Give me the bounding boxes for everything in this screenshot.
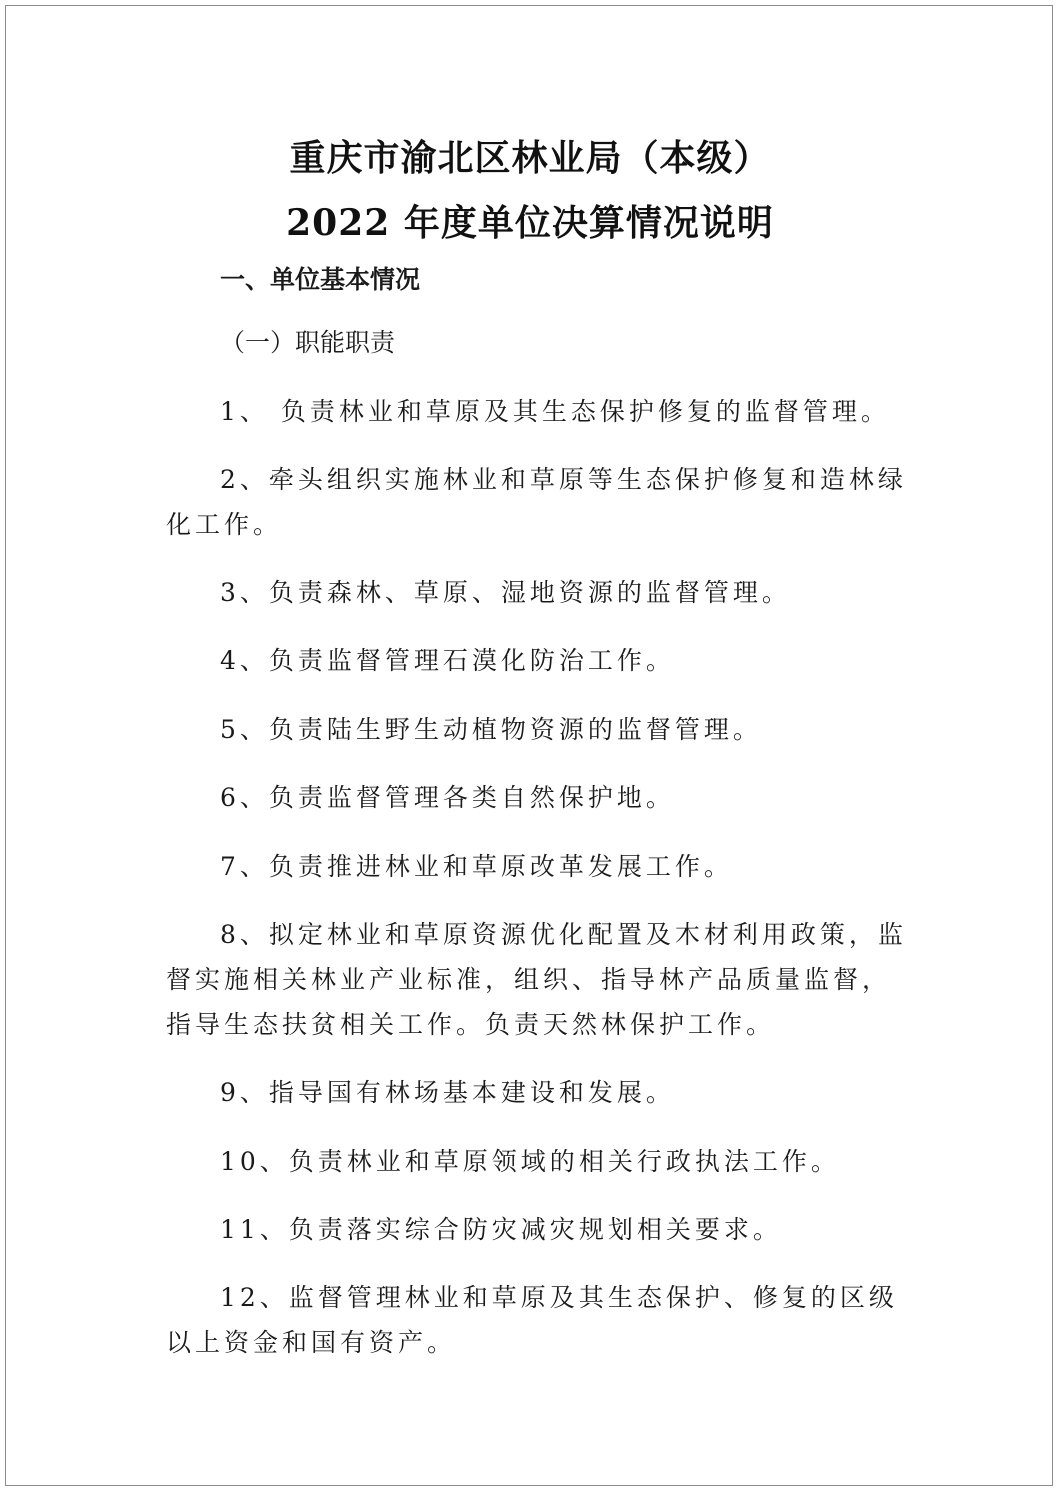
list-item-5: 5、负责陆生野生动植物资源的监督管理。 — [220, 715, 762, 744]
list-item-8-line1: 8、拟定林业和草原资源优化配置及木材利用政策，监 — [220, 920, 907, 949]
list-item-7: 7、负责推进林业和草原改革发展工作。 — [220, 852, 733, 881]
list-item-9: 9、指导国有林场基本建设和发展。 — [220, 1078, 675, 1107]
document-title-line2: 2022 年度单位决算情况说明 — [286, 202, 774, 244]
list-item-11: 11、负责落实综合防灾减灾规划相关要求。 — [220, 1215, 782, 1244]
list-item-8-line2: 督实施相关林业产业标准，组织、指导林产品质量监督， — [166, 965, 892, 994]
list-item-1: 1、 负责林业和草原及其生态保护修复的监督管理。 — [220, 397, 890, 426]
document-title-line1: 重庆市渝北区林业局（本级） — [289, 137, 771, 179]
list-item-2-line1: 2、牵头组织实施林业和草原等生态保护修复和造林绿 — [220, 465, 907, 494]
list-item-4: 4、负责监督管理石漠化防治工作。 — [220, 646, 675, 675]
section-heading: 一、单位基本情况 — [220, 265, 421, 294]
list-item-12-line1: 12、监督管理林业和草原及其生态保护、修复的区级 — [220, 1283, 898, 1312]
list-item-8-line3: 指导生态扶贫相关工作。负责天然林保护工作。 — [166, 1010, 776, 1039]
list-item-6: 6、负责监督管理各类自然保护地。 — [220, 783, 675, 812]
list-item-12-line2: 以上资金和国有资产。 — [166, 1328, 457, 1357]
list-item-3: 3、负责森林、草原、湿地资源的监督管理。 — [220, 578, 791, 607]
list-item-10: 10、负责林业和草原领域的相关行政执法工作。 — [220, 1147, 840, 1176]
subsection-heading: （一）职能职责 — [220, 328, 396, 357]
list-item-2-line2: 化工作。 — [166, 510, 283, 539]
